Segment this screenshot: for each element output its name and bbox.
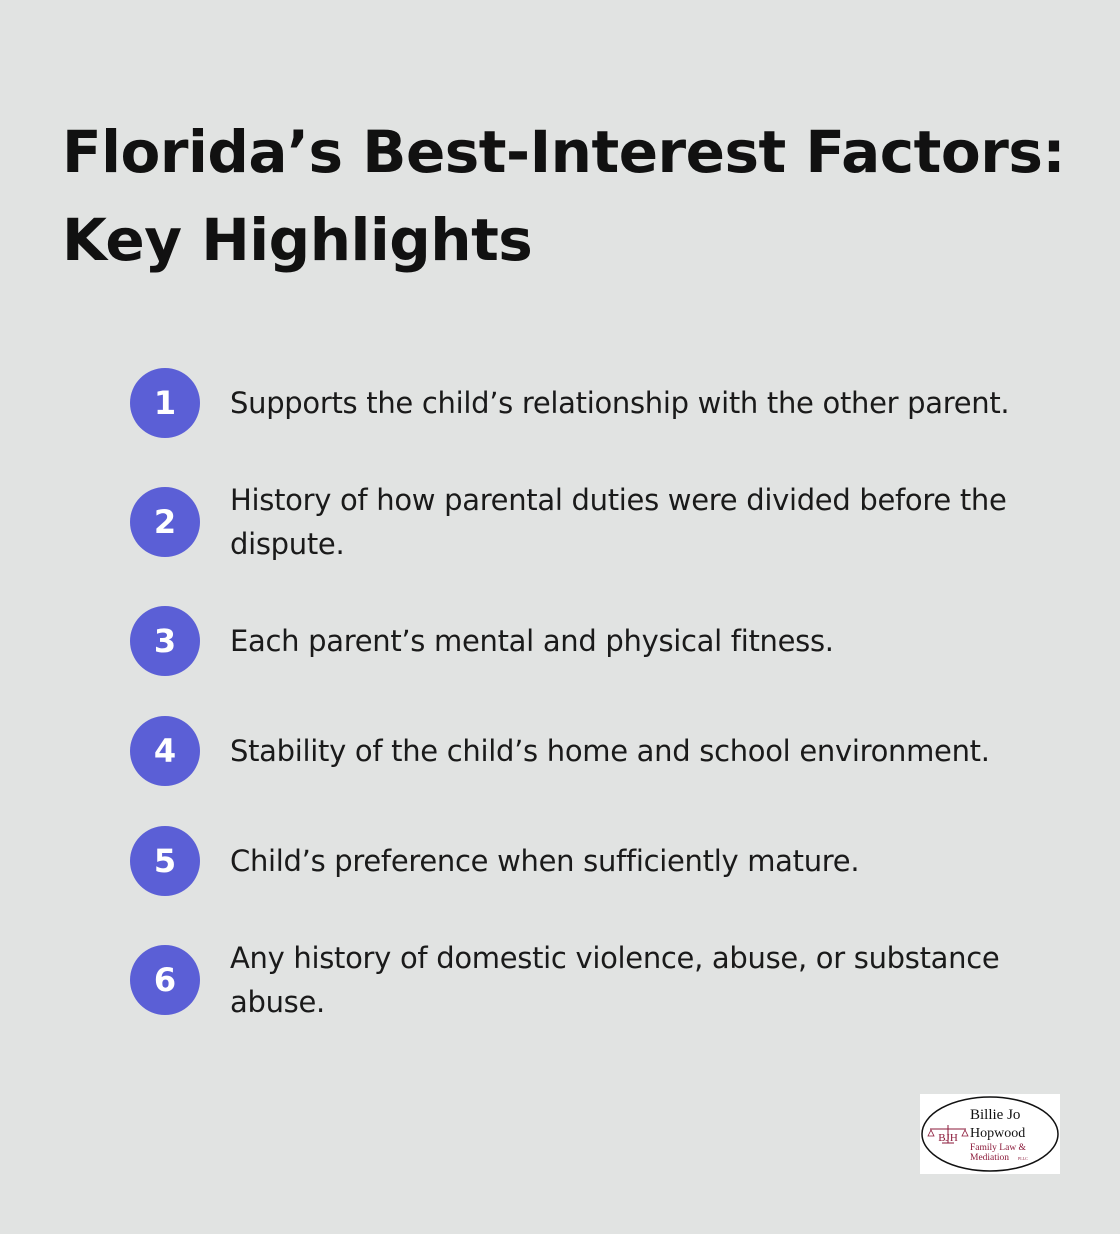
logo-line-2: Hopwood <box>970 1126 1026 1141</box>
number-badge: 5 <box>130 826 200 896</box>
list-item-text: Each parent’s mental and physical fitness. <box>230 624 834 658</box>
number-badge: 3 <box>130 606 200 676</box>
svg-text:BJH: BJH <box>938 1132 958 1144</box>
logo-line-4: Mediation <box>970 1153 1010 1163</box>
number-badge: 6 <box>130 945 200 1015</box>
list-item-text: Supports the child’s relationship with the other parent. <box>230 386 1010 420</box>
list-item-text: Any history of domestic violence, abuse, or substance abuse. <box>230 941 1000 1019</box>
list-item-text: Child’s preference when sufficiently mature. <box>230 844 860 878</box>
number-badge: 4 <box>130 716 200 786</box>
title-line-1: Florida’s Best-Interest Factors: <box>62 118 1066 186</box>
list-item-text: History of how parental duties were divided before the dispute. <box>230 483 1007 561</box>
logo-line-3: Family Law & <box>970 1143 1026 1153</box>
list-item-text: Stability of the child’s home and school environment. <box>230 734 990 768</box>
logo-line-1: Billie Jo <box>970 1107 1021 1123</box>
title-line-2: Key Highlights <box>62 206 533 274</box>
logo-suffix: PLLC <box>1018 1156 1028 1161</box>
firm-logo <box>920 1094 1060 1174</box>
number-badge: 2 <box>130 487 200 557</box>
number-badge: 1 <box>130 368 200 438</box>
logo-graphic <box>920 1094 1060 1174</box>
